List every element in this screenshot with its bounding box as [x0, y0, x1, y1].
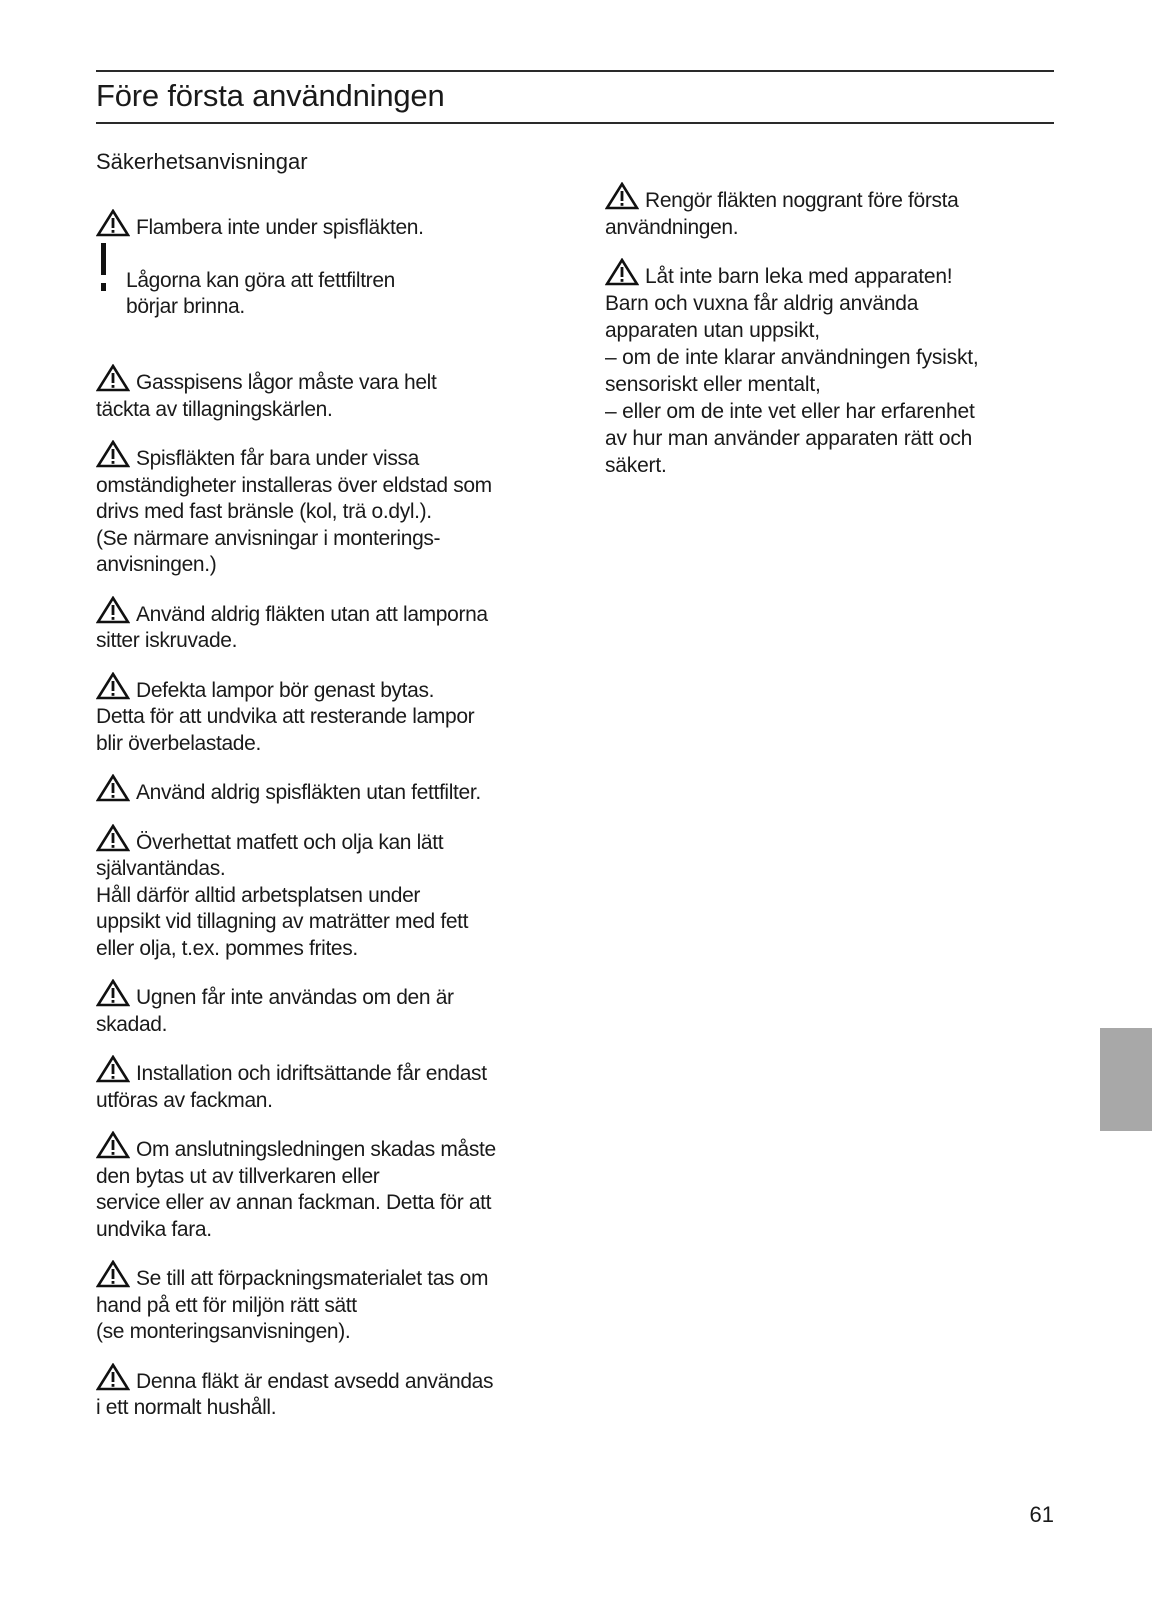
warning-text: Rengör fläkten noggrant före första användningen. — [605, 189, 959, 239]
warning-triangle-icon — [96, 440, 130, 468]
section-title: Säkerhetsanvisningar — [96, 149, 308, 174]
warning-triangle-icon — [96, 824, 130, 852]
warning-text: Låt inte barn leka med apparaten! Barn och vuxna får aldrig använda apparaten utan uppsikt, – om de inte klarar användningen fysiskt, sensoriskt eller mentalt, – eller om de inte vet eller har erfarenhet av hur man använder apparaten rätt och säkert. — [605, 265, 979, 477]
warning-triangle-icon — [605, 182, 639, 210]
warning-text: Spisfläkten får bara under vissa omständigheter installeras över eldstad som drivs med fast bränsle (kol, trä o.dyl.). (Se närmare anvisningar i monterings- anvisningen.) — [96, 447, 492, 576]
top-rule — [96, 70, 1054, 72]
warning-triangle-icon — [96, 1055, 130, 1083]
warning-triangle-icon — [96, 1363, 130, 1391]
warning-item — [96, 440, 552, 579]
warning-text: Om anslutningsledningen skadas måste den bytas ut av tillverkaren eller service eller av annan fackman. Detta för att undvika fara. — [96, 1138, 496, 1241]
warning-triangle-icon — [96, 596, 130, 624]
warning-text: Defekta lampor bör genast bytas. Detta för att undvika att resterande lampor blir överbelastade. — [96, 678, 475, 755]
warning-triangle-icon — [96, 672, 130, 700]
left-items-list — [96, 364, 552, 1422]
warning-triangle-icon — [96, 1131, 130, 1159]
warning-item — [96, 979, 552, 1038]
exclamation-icon — [98, 216, 110, 266]
warning-item — [605, 182, 1055, 241]
warning-item — [96, 1055, 552, 1114]
warning-text: Se till att förpackningsmaterialet tas om hand på ett för miljön rätt sätt (se monteringsanvisningen). — [96, 1267, 489, 1343]
warning-text-line1: Flambera inte under spisfläkten. — [136, 215, 424, 239]
warning-item — [96, 774, 552, 807]
warning-text: Använd aldrig spisfläkten utan fettfilter. — [136, 781, 481, 804]
warning-text: Använd aldrig fläkten utan att lamporna sitter iskruvade. — [96, 602, 488, 652]
warning-item — [96, 364, 552, 423]
warning-triangle-icon — [96, 1260, 130, 1288]
warning-item — [96, 182, 552, 347]
warning-text: Denna fläkt är endast avsedd användas i ett normalt hushåll. — [96, 1369, 494, 1419]
warning-text: Gasspisens lågor måste vara helt täckta av tillagningskärlen. — [96, 371, 437, 421]
warning-triangle-icon — [605, 258, 639, 286]
warning-text: Överhettat matfett och olja kan lätt självantändas. Håll därför alltid arbetsplatsen under uppsikt vid tillagning av maträtter med fett eller olja, t.ex. pommes frites. — [96, 830, 469, 960]
right-items-list — [605, 182, 1055, 479]
warning-item — [605, 258, 1055, 479]
warning-triangle-icon — [96, 979, 130, 1007]
warning-item — [96, 672, 552, 758]
warning-item — [96, 1131, 552, 1243]
page-number: 61 — [1029, 1502, 1054, 1527]
bottom-rule — [96, 122, 1054, 124]
warning-triangle-icon — [96, 364, 130, 392]
warning-text: Installation och idriftsättande får endast utföras av fackman. — [96, 1062, 487, 1112]
left-column — [96, 182, 552, 1439]
warning-item — [96, 596, 552, 655]
warning-text-rest: Lågorna kan göra att fettfiltren börjar brinna. — [126, 268, 395, 318]
warning-item — [96, 824, 552, 963]
warning-text: Ugnen får inte användas om den är skadad. — [96, 986, 454, 1036]
warning-item — [96, 1260, 552, 1346]
warning-triangle-icon — [96, 774, 130, 802]
page-title: Före första användningen — [96, 78, 445, 113]
side-tab — [1100, 1028, 1152, 1131]
warning-item — [96, 1363, 552, 1422]
right-column — [605, 182, 1055, 496]
